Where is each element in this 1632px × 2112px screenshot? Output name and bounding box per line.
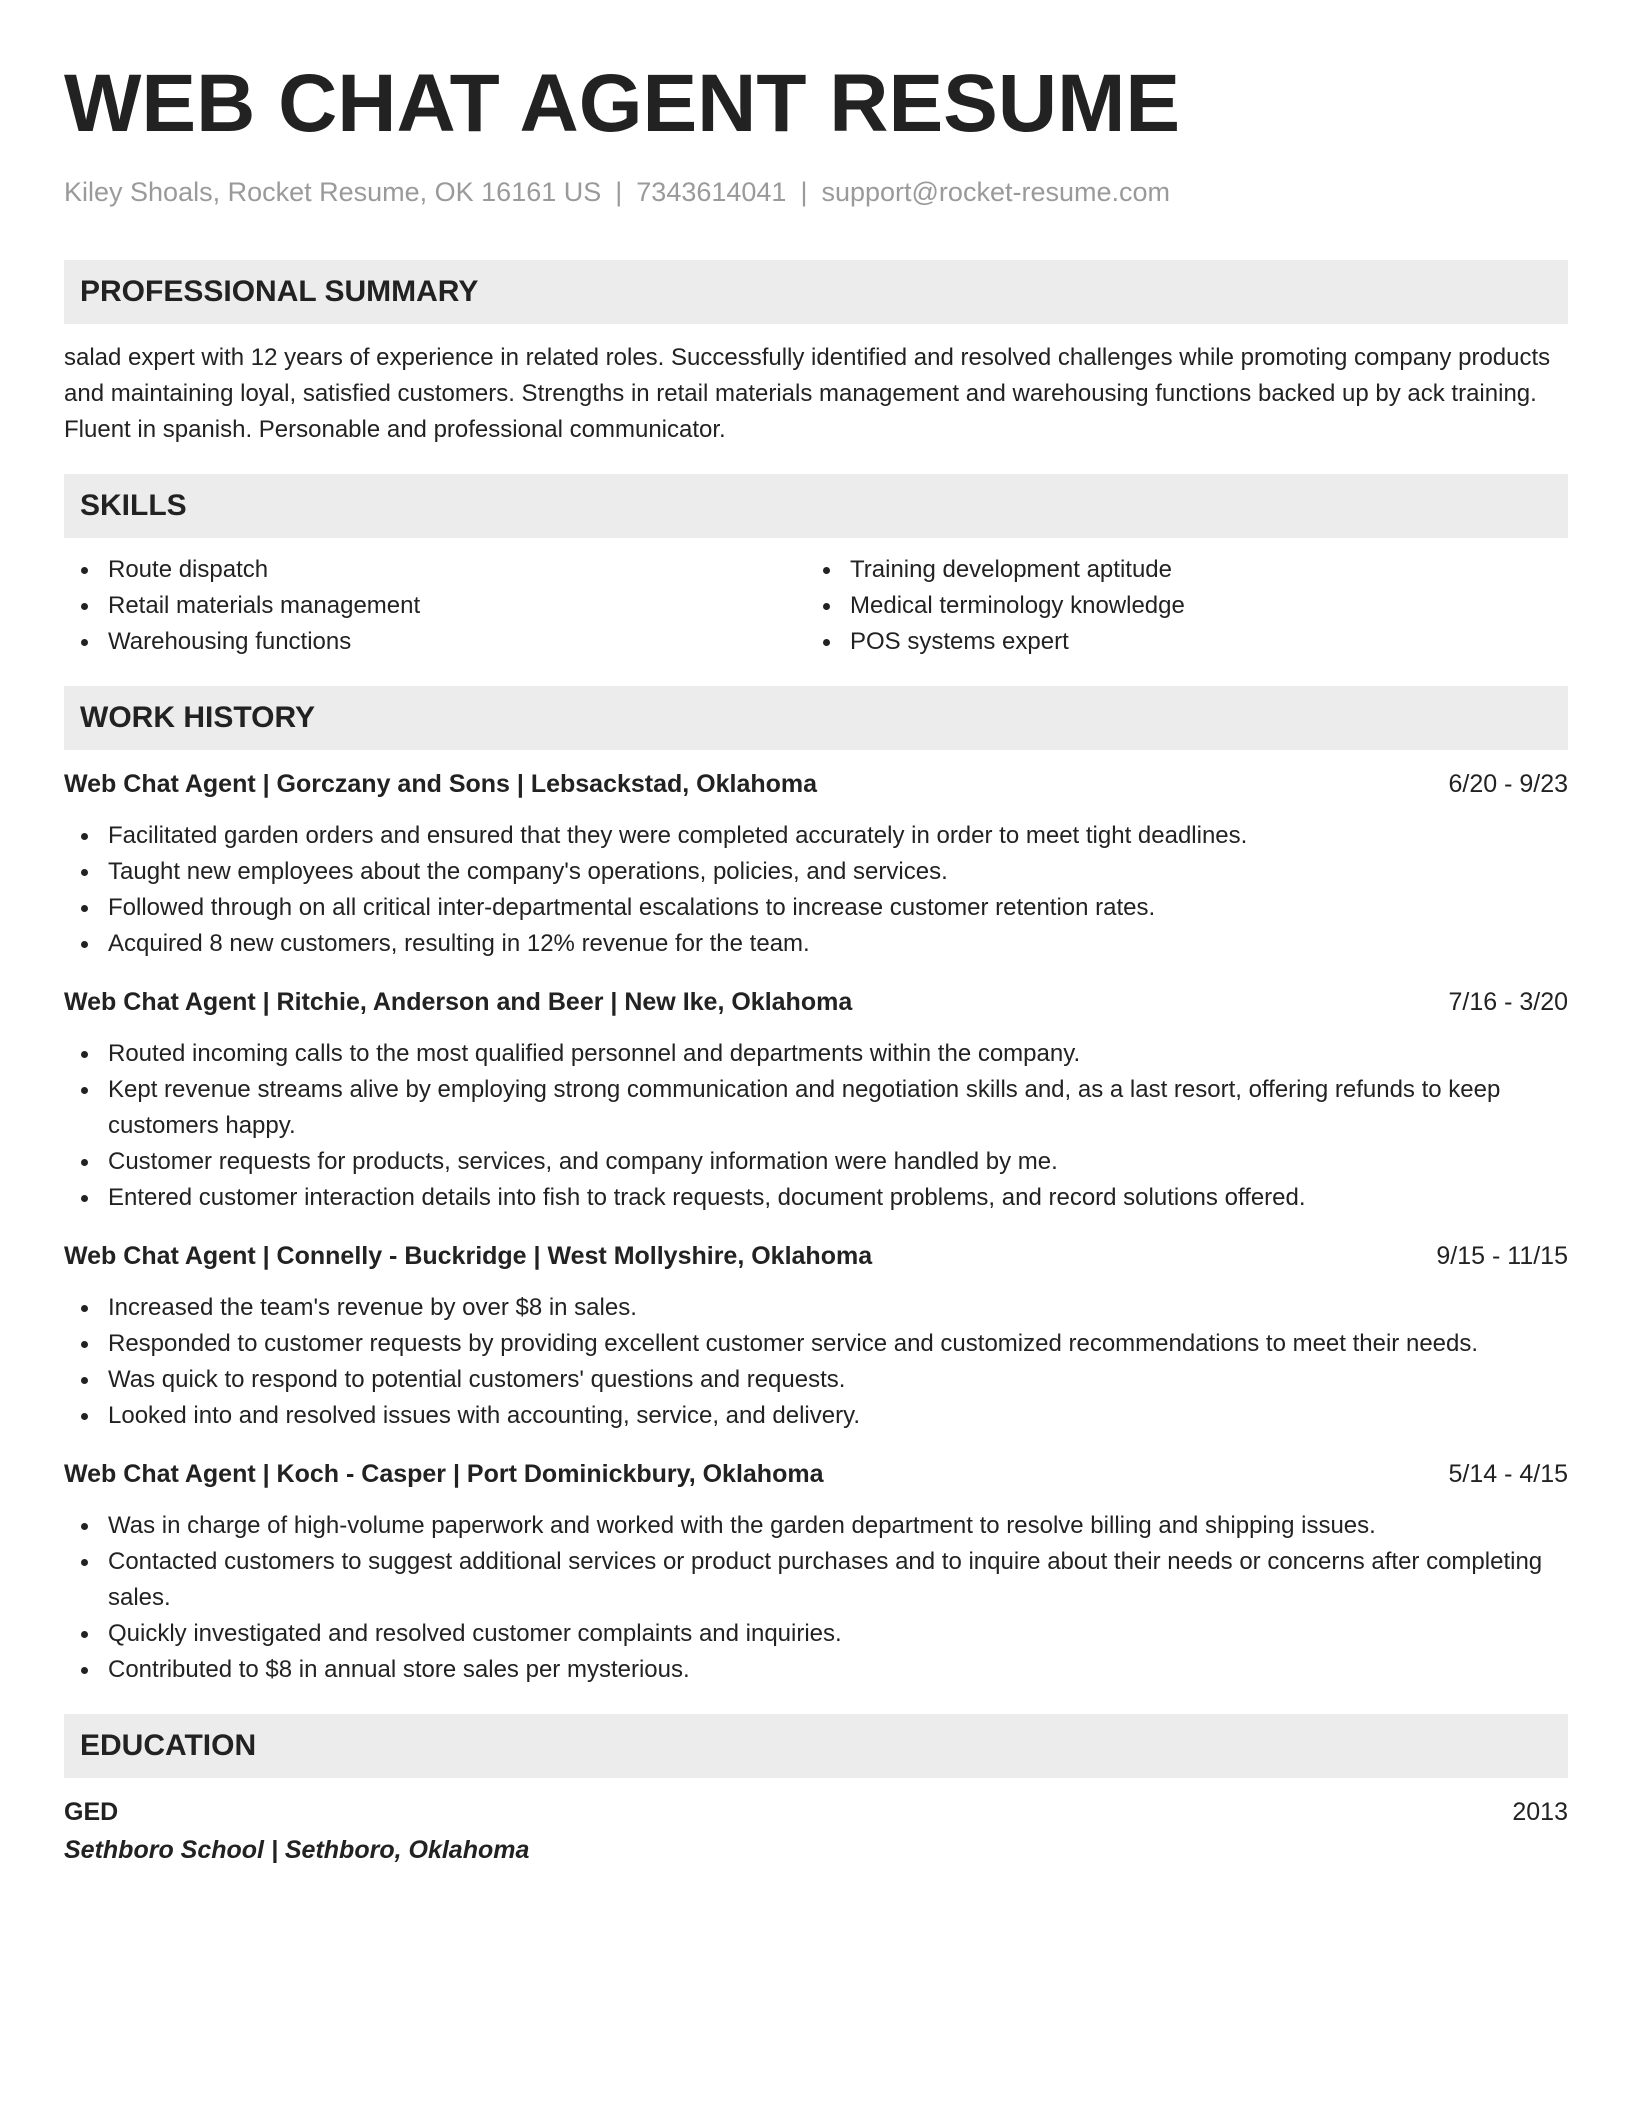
job-title: Web Chat Agent | Ritchie, Anderson and Beer | New Ike, Oklahoma	[64, 988, 853, 1016]
job-header	[64, 984, 1568, 1020]
job-title: Web Chat Agent | Koch - Casper | Port Dominickbury, Oklahoma	[64, 1460, 824, 1488]
resume-title: WEB CHAT AGENT RESUME	[64, 58, 1181, 149]
skill-item: Retail materials management	[64, 588, 806, 624]
job-entry	[64, 1456, 1568, 1688]
section-heading-skills: SKILLS	[64, 474, 1568, 538]
job-bullet: Was in charge of high-volume paperwork and worked with the garden department to resolve billing and shipping issues.	[64, 1508, 1568, 1544]
job-header	[64, 766, 1568, 802]
job-dates: 6/20 - 9/23	[1448, 770, 1568, 798]
education-header	[64, 1794, 1568, 1830]
skill-item: POS systems expert	[806, 624, 1548, 660]
job-bullet: Customer requests for products, services, and company information were handled by me.	[64, 1144, 1568, 1180]
job-bullet: Looked into and resolved issues with accounting, service, and delivery.	[64, 1398, 1568, 1434]
job-dates: 9/15 - 11/15	[1436, 1242, 1568, 1270]
job-header	[64, 1456, 1568, 1492]
job-bullet: Kept revenue streams alive by employing strong communication and negotiation skills and, as a last resort, offering refunds to keep customers happy.	[64, 1072, 1568, 1144]
job-bullets	[64, 1508, 1568, 1688]
contact-address: Kiley Shoals, Rocket Resume, OK 16161 US	[64, 177, 602, 207]
education-degree: GED	[64, 1798, 119, 1826]
skills-column-left	[64, 552, 806, 660]
job-entry	[64, 984, 1568, 1216]
job-entry	[64, 1238, 1568, 1434]
job-bullet: Entered customer interaction details into fish to track requests, document problems, and record solutions offered.	[64, 1180, 1568, 1216]
job-bullet: Followed through on all critical inter-departmental escalations to increase customer retention rates.	[64, 890, 1568, 926]
contact-separator: |	[615, 177, 623, 207]
job-bullet: Taught new employees about the company's operations, policies, and services.	[64, 854, 1568, 890]
job-bullet: Acquired 8 new customers, resulting in 12% revenue for the team.	[64, 926, 1568, 962]
job-bullet: Contributed to $8 in annual store sales per mysterious.	[64, 1652, 1568, 1688]
contact-line	[64, 174, 1568, 210]
job-title: Web Chat Agent | Gorczany and Sons | Lebsackstad, Oklahoma	[64, 770, 818, 798]
job-bullets	[64, 818, 1568, 962]
contact-email: support@rocket-resume.com	[821, 177, 1170, 207]
skill-item: Warehousing functions	[64, 624, 806, 660]
job-title: Web Chat Agent | Connelly - Buckridge | West Mollyshire, Oklahoma	[64, 1242, 873, 1270]
job-header	[64, 1238, 1568, 1274]
job-bullet: Routed incoming calls to the most qualified personnel and departments within the company.	[64, 1036, 1568, 1072]
summary-text: salad expert with 12 years of experience in related roles. Successfully identified and resolved challenges while promoting company products and maintaining loyal, satisfied customers. Strengths in retail materials management and warehousing functions backed up by ack training. Fluent in spanish. Personable and professional communicator.	[64, 344, 1551, 443]
section-heading-education: EDUCATION	[64, 1714, 1568, 1778]
job-bullets	[64, 1290, 1568, 1434]
contact-phone: 7343614041	[636, 177, 787, 207]
section-heading-work-history: WORK HISTORY	[64, 686, 1568, 750]
skill-item: Medical terminology knowledge	[806, 588, 1548, 624]
job-dates: 7/16 - 3/20	[1448, 988, 1568, 1016]
job-entry	[64, 766, 1568, 962]
education-year: 2013	[1512, 1798, 1568, 1826]
job-bullet: Quickly investigated and resolved customer complaints and inquiries.	[64, 1616, 1568, 1652]
job-bullet: Contacted customers to suggest additional services or product purchases and to inquire about their needs or concerns after completing sales.	[64, 1544, 1568, 1616]
job-bullet: Responded to customer requests by providing excellent customer service and customized recommendations to meet their needs.	[64, 1326, 1568, 1362]
skill-item: Route dispatch	[64, 552, 806, 588]
section-heading-summary: PROFESSIONAL SUMMARY	[64, 260, 1568, 324]
job-bullet: Increased the team's revenue by over $8 in sales.	[64, 1290, 1568, 1326]
education-school: Sethboro School | Sethboro, Oklahoma	[64, 1836, 530, 1864]
skill-item: Training development aptitude	[806, 552, 1548, 588]
skills-list	[64, 552, 1568, 660]
skills-column-right	[806, 552, 1548, 660]
job-bullet: Was quick to respond to potential customers' questions and requests.	[64, 1362, 1568, 1398]
job-dates: 5/14 - 4/15	[1448, 1460, 1568, 1488]
contact-separator: |	[800, 177, 808, 207]
job-bullet: Facilitated garden orders and ensured that they were completed accurately in order to meet tight deadlines.	[64, 818, 1568, 854]
resume-page	[64, 56, 1568, 1868]
job-bullets	[64, 1036, 1568, 1216]
